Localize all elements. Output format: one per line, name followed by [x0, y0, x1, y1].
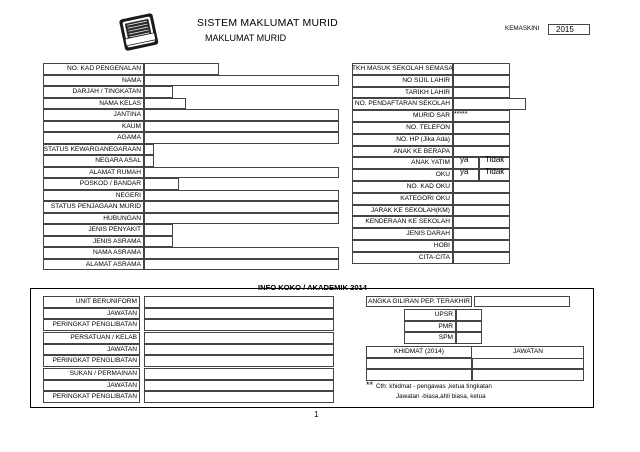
page-number: 1 — [314, 410, 319, 419]
right-field-label: ANAK KE BERAPA — [393, 147, 450, 155]
right-field-input[interactable] — [453, 193, 510, 205]
field-input[interactable] — [144, 86, 173, 98]
right-field-label: NO. PENDAFTARAN SEKOLAH — [354, 100, 450, 108]
koko-input[interactable] — [144, 319, 334, 331]
exam-label: SPM — [438, 334, 453, 341]
exam-label: PMR — [438, 322, 453, 330]
field-input[interactable] — [144, 247, 339, 259]
field-input[interactable] — [144, 259, 339, 271]
right-field-label: JENIS DARAH — [406, 230, 450, 238]
note-stars: ** — [366, 380, 374, 390]
field-input[interactable] — [144, 132, 339, 144]
jawatan-input-1[interactable] — [472, 358, 584, 370]
koko-label: JAWATAN — [106, 309, 137, 317]
right-field-input[interactable] — [453, 181, 510, 193]
note-line-1: Cth: khidmat - pengawas ,ketua tingkatan — [376, 383, 492, 390]
right-field-label: NO. KAD OKU — [406, 183, 450, 190]
koko-input[interactable] — [144, 332, 334, 344]
exam-input[interactable] — [456, 309, 482, 321]
right-field-input[interactable] — [453, 228, 510, 240]
field-input[interactable] — [144, 236, 173, 248]
field-input[interactable] — [144, 190, 339, 202]
khidmat-input-1[interactable] — [366, 358, 472, 370]
right-field-label: TKH MASUK SEKOLAH SEMASA — [352, 65, 453, 72]
field-label: AGAMA — [117, 134, 141, 141]
right-field-label: CITA-CITA — [418, 253, 450, 261]
field-input[interactable] — [144, 213, 339, 225]
right-field-input[interactable] — [453, 63, 510, 75]
right-field-input[interactable] — [453, 216, 510, 228]
field-label: NAMA KELAS — [99, 99, 141, 107]
field-label: JANTINA — [113, 111, 141, 118]
right-field-input[interactable] — [453, 205, 510, 217]
field-input[interactable] — [144, 144, 154, 156]
khidmat-input-2[interactable] — [366, 369, 472, 381]
oku-tidak[interactable]: Tidak — [485, 167, 505, 176]
koko-input[interactable] — [144, 391, 334, 403]
updated-label: KEMASKINI — [505, 25, 540, 32]
field-label: NAMA ASRAMA — [92, 249, 141, 256]
right-field-input[interactable] — [453, 252, 510, 264]
field-label: DARJAH / TINGKATAN — [72, 88, 141, 95]
field-input[interactable] — [144, 121, 339, 133]
field-label: STATUS PENJAGAAN MURID — [50, 203, 141, 210]
field-label: JENIS ASRAMA — [92, 237, 141, 245]
field-label: STATUS KEWARGANEGARAAN — [43, 145, 141, 153]
oku-ya[interactable]: ya — [460, 167, 469, 176]
field-label: HUBUNGAN — [103, 214, 141, 222]
field-input[interactable] — [144, 224, 173, 236]
page-title: SISTEM MAKLUMAT MURID — [197, 17, 338, 29]
updated-value: 2015 — [556, 25, 574, 34]
koko-input[interactable] — [144, 380, 334, 392]
anak-yatim-ya[interactable]: ya — [460, 155, 469, 164]
right-field-input[interactable] — [453, 134, 510, 146]
angka-label: ANGKA GILIRAN PEP. TERAKHIR — [368, 298, 470, 305]
right-field-label: NO. TELEFON — [406, 124, 450, 131]
koko-input[interactable] — [144, 355, 334, 367]
jawatan-input-2[interactable] — [472, 369, 584, 381]
koko-label: PERINGKAT PENGLIBATAN — [52, 321, 137, 328]
field-label: ALAMAT RUMAH — [89, 168, 141, 176]
school-logo-icon — [116, 11, 162, 55]
right-field-label: NO. HP (Jika Ada) — [396, 135, 450, 143]
koko-input[interactable] — [144, 344, 334, 356]
field-input[interactable] — [144, 109, 339, 121]
koko-label: PERINGKAT PENGLIBATAN — [52, 393, 137, 400]
right-field-label: MURID SAR — [413, 112, 450, 120]
murid-sar-value: ***** — [454, 111, 468, 118]
field-label: NEGARA ASAL — [95, 157, 141, 164]
exam-label: UPSR — [434, 311, 453, 318]
koko-input[interactable] — [144, 368, 334, 380]
field-label: NO. KAD PENGENALAN — [66, 65, 141, 72]
field-input[interactable] — [144, 178, 179, 190]
koko-label: JAWATAN — [106, 381, 137, 389]
updated-value-box[interactable] — [548, 24, 590, 35]
note-line-2: Jawatan -biasa,ahli biasa, ketua — [396, 393, 486, 400]
field-label: KAUM — [121, 122, 141, 130]
koko-section-title: INFO KOKO / AKADEMIK 2014 — [258, 283, 368, 292]
field-label: NEGERI — [115, 191, 141, 199]
koko-label: PERINGKAT PENGLIBATAN — [52, 357, 137, 364]
right-field-label: JARAK KE SEKOLAH(KM) — [370, 206, 450, 214]
right-field-label: ANAK YATIM — [411, 159, 450, 167]
exam-input[interactable] — [456, 321, 482, 333]
field-input[interactable] — [144, 201, 339, 213]
field-input[interactable] — [144, 155, 154, 167]
field-input[interactable] — [144, 98, 186, 110]
koko-label: UNIT BERUNIFORM — [75, 298, 137, 305]
koko-input[interactable] — [144, 308, 334, 320]
jawatan-label: JAWATAN — [512, 348, 544, 355]
koko-label: JAWATAN — [106, 345, 137, 353]
right-field-label: OKU — [435, 171, 450, 179]
khidmat-label: KHIDMAT (2014) — [394, 348, 444, 355]
right-field-label: HOBI — [433, 242, 450, 249]
right-field-input[interactable] — [453, 75, 510, 87]
right-field-label: KATEGORI OKU — [400, 194, 450, 202]
angka-input[interactable] — [474, 296, 570, 307]
field-label: ALAMAT ASRAMA — [85, 260, 141, 268]
page-subtitle: MAKLUMAT MURID — [205, 33, 287, 43]
right-field-label: TARIKH LAHIR — [405, 88, 450, 96]
right-field-input[interactable] — [453, 122, 510, 134]
field-input[interactable] — [144, 63, 219, 75]
field-label: NAMA — [121, 76, 141, 84]
right-field-input[interactable] — [453, 87, 510, 99]
field-input[interactable] — [144, 75, 339, 87]
anak-yatim-tidak[interactable]: Tidak — [485, 155, 505, 164]
address-input[interactable] — [144, 167, 339, 179]
right-field-label: NO SIJIL LAHIR — [402, 76, 450, 84]
koko-label: PERSATUAN / KELAB — [70, 334, 137, 341]
koko-rule-left — [30, 288, 255, 289]
koko-input[interactable] — [144, 296, 334, 308]
right-field-label: KENDERAAN KE SEKOLAH — [365, 218, 450, 226]
exam-input[interactable] — [456, 332, 482, 344]
koko-label: SUKAN / PERMAINAN — [69, 370, 137, 377]
field-label: JENIS PENYAKIT — [88, 226, 141, 233]
right-field-input[interactable] — [453, 240, 510, 252]
field-label: POSKOD / BANDAR — [79, 180, 141, 187]
